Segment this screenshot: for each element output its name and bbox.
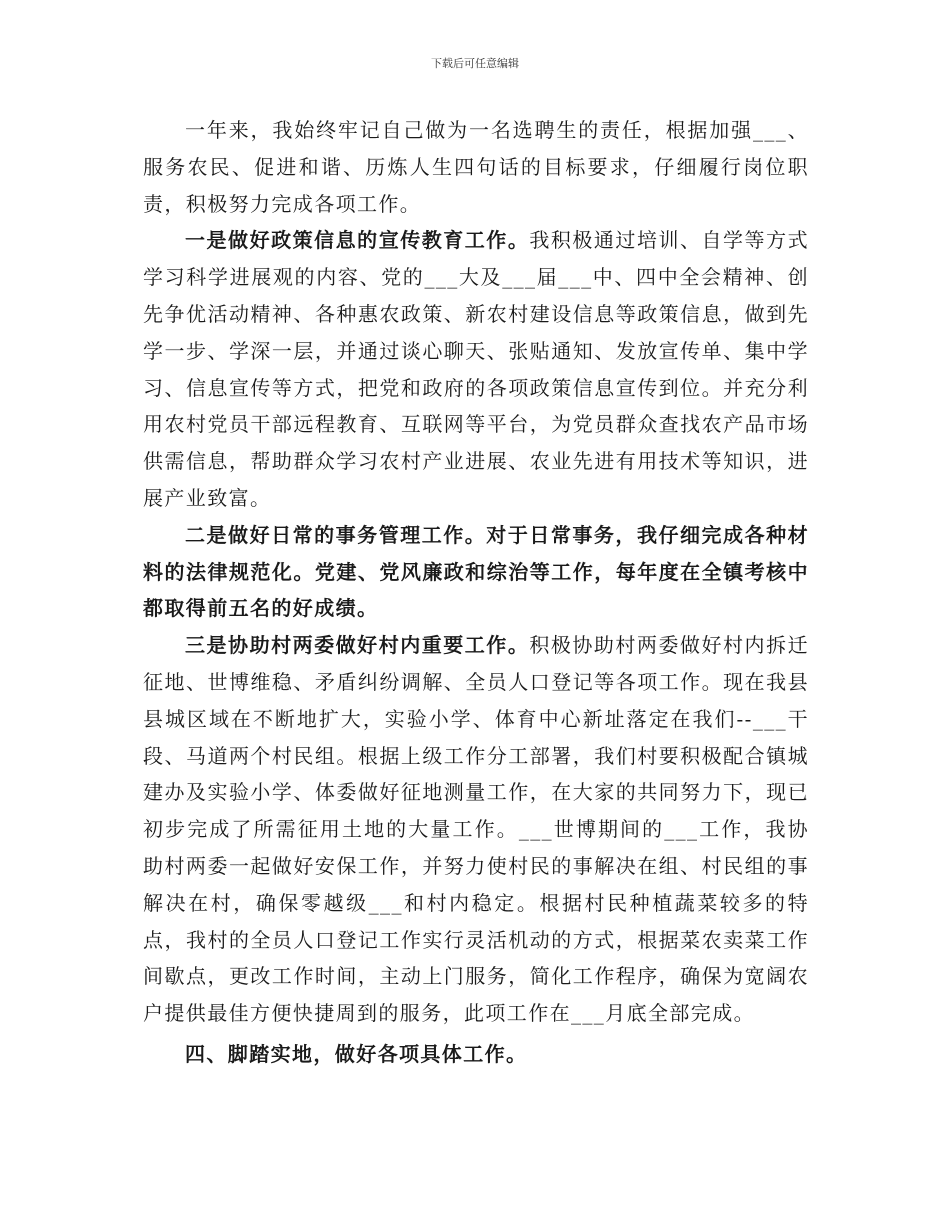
document-body <box>143 112 809 1073</box>
policy-publicity-text: 我积极通过培训、自学等方式学习科学进展观的内容、党的___大及___届___中、四中全会精神、创先争优活动精神、各种惠农政策、新农村建设信息等政策信息，做到先学一步、学深一层，并通过谈心聊天、张贴通知、发放宣传单、集中学习、信息宣传等方式，把党和政府的各项政策信息宣传到位。并充分利用农村党员干部远程教育、互联网等平台，为党员群众查找农产品市场供需信息，帮助群众学习农村产业进展、农业先进有用技术等知识，进展产业致富。 <box>143 228 809 510</box>
page-header: 下载后可任意编辑 <box>431 57 519 70</box>
village-work-heading: 三是协助村两委做好村内重要工作。 <box>185 633 530 658</box>
village-work-paragraph <box>143 627 809 1032</box>
village-work-text: 积极协助村两委做好村内拆迁征地、世博维稳、矛盾纠纷调解、全员人口登记等各项工作。现在我县县城区域在不断地扩大，实验小学、体育中心新址落定在我们--___干段、马道两个村民组。根据上级工作分工部署，我们村要积极配合镇城建办及实验小学、体委做好征地测量工作，在大家的共同努力下，现已初步完成了所需征用土地的大量工作。___世博期间的___工作，我协助村两委一起做好安保工作，并努力使村民的事解决在组、村民组的事解决在村，确保零越级___和村内稳定。根据村民种植蔬菜较多的特点，我村的全员人口登记工作实行灵活机动的方式，根据菜农卖菜工作间歇点，更改工作时间，主动上门服务，简化工作程序，确保为宽阔农户提供最佳方便快捷周到的服务，此项工作在___月底全部完成。 <box>143 633 809 1026</box>
daily-affairs-paragraph: 二是做好日常的事务管理工作。对于日常事务，我仔细完成各种材料的法律规范化。党建、党风廉政和综治等工作，每年度在全镇考核中都取得前五名的好成绩。 <box>143 522 809 621</box>
section-four-heading: 四、脚踏实地，做好各项具体工作。 <box>185 1041 528 1066</box>
intro-paragraph: 一年来，我始终牢记自己做为一名选聘生的责任，根据加强___、服务农民、促进和谐、历炼人生四句话的目标要求，仔细履行岗位职责，积极努力完成各项工作。 <box>143 118 809 216</box>
policy-publicity-paragraph <box>143 222 809 516</box>
policy-publicity-heading: 一是做好政策信息的宣传教育工作。 <box>185 228 530 253</box>
